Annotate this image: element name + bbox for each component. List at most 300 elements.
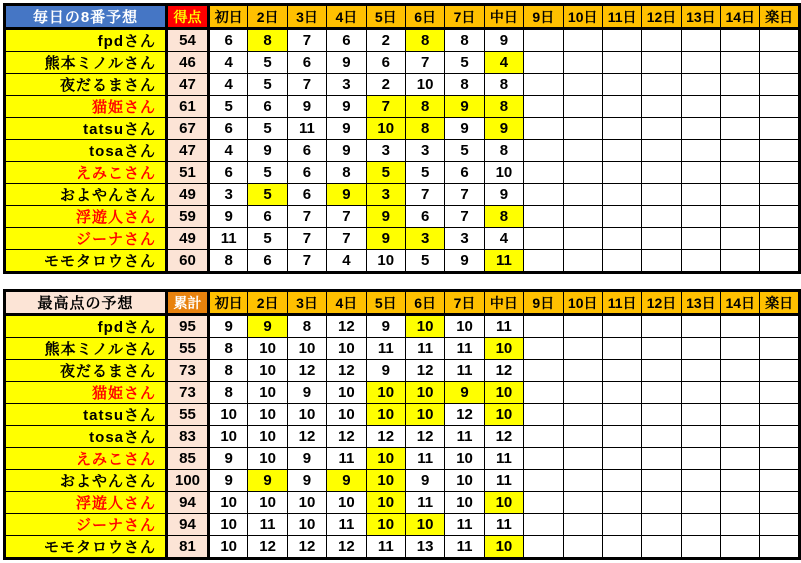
score-value-cell[interactable]: 61 <box>167 96 209 118</box>
day-value-cell[interactable] <box>524 228 563 250</box>
day-value-cell[interactable] <box>721 338 760 360</box>
day-value-cell[interactable] <box>760 228 799 250</box>
day-value-cell[interactable] <box>642 74 681 96</box>
day-value-cell[interactable]: 11 <box>366 536 405 559</box>
day-value-cell[interactable] <box>721 470 760 492</box>
day-value-cell[interactable]: 10 <box>248 338 287 360</box>
day-value-cell[interactable]: 9 <box>209 448 248 470</box>
day-value-cell[interactable]: 12 <box>327 536 366 559</box>
day-value-cell[interactable] <box>681 382 720 404</box>
day-value-cell[interactable] <box>602 514 641 536</box>
player-name-cell[interactable]: ジーナさん <box>5 228 167 250</box>
day-value-cell[interactable] <box>721 52 760 74</box>
day-value-cell[interactable] <box>524 338 563 360</box>
day-value-cell[interactable] <box>760 492 799 514</box>
day-value-cell[interactable]: 8 <box>405 29 444 52</box>
day-value-cell[interactable]: 6 <box>248 250 287 273</box>
player-name-cell[interactable]: fpdさん <box>5 29 167 52</box>
day-value-cell[interactable]: 12 <box>287 360 326 382</box>
day-value-cell[interactable]: 6 <box>327 29 366 52</box>
day-value-cell[interactable]: 7 <box>287 74 326 96</box>
day-value-cell[interactable]: 9 <box>366 360 405 382</box>
day-header-cell[interactable]: 7日 <box>445 291 484 315</box>
day-value-cell[interactable]: 8 <box>484 140 523 162</box>
day-value-cell[interactable] <box>760 514 799 536</box>
day-value-cell[interactable]: 10 <box>287 514 326 536</box>
total-value-cell[interactable]: 55 <box>167 338 209 360</box>
day-value-cell[interactable]: 12 <box>405 360 444 382</box>
day-value-cell[interactable]: 10 <box>287 404 326 426</box>
day-value-cell[interactable] <box>563 514 602 536</box>
day-value-cell[interactable] <box>760 470 799 492</box>
day-value-cell[interactable]: 5 <box>248 52 287 74</box>
score-value-cell[interactable]: 46 <box>167 52 209 74</box>
player-name-cell[interactable]: えみこさん <box>5 448 167 470</box>
day-value-cell[interactable] <box>524 74 563 96</box>
day-value-cell[interactable] <box>563 184 602 206</box>
day-header-cell[interactable]: 初日 <box>209 5 248 29</box>
player-name-cell[interactable]: tosaさん <box>5 426 167 448</box>
day-value-cell[interactable]: 8 <box>209 382 248 404</box>
day-value-cell[interactable] <box>721 536 760 559</box>
day-value-cell[interactable] <box>563 29 602 52</box>
day-header-cell[interactable]: 6日 <box>405 291 444 315</box>
day-value-cell[interactable]: 3 <box>405 140 444 162</box>
day-header-cell[interactable]: 初日 <box>209 291 248 315</box>
player-name-cell[interactable]: 浮遊人さん <box>5 206 167 228</box>
day-value-cell[interactable] <box>721 140 760 162</box>
day-value-cell[interactable]: 8 <box>209 338 248 360</box>
day-header-cell[interactable]: 楽日 <box>760 291 799 315</box>
day-value-cell[interactable] <box>721 448 760 470</box>
day-value-cell[interactable]: 3 <box>327 74 366 96</box>
day-value-cell[interactable]: 10 <box>366 448 405 470</box>
total-value-cell[interactable]: 95 <box>167 315 209 338</box>
day-value-cell[interactable] <box>563 315 602 338</box>
day-value-cell[interactable]: 11 <box>287 118 326 140</box>
day-value-cell[interactable]: 11 <box>484 250 523 273</box>
day-value-cell[interactable] <box>642 52 681 74</box>
day-value-cell[interactable] <box>681 536 720 559</box>
day-value-cell[interactable] <box>721 315 760 338</box>
day-value-cell[interactable]: 5 <box>248 162 287 184</box>
day-value-cell[interactable]: 10 <box>209 426 248 448</box>
score-value-cell[interactable]: 47 <box>167 74 209 96</box>
day-value-cell[interactable]: 10 <box>445 315 484 338</box>
day-value-cell[interactable]: 9 <box>287 448 326 470</box>
day-value-cell[interactable] <box>524 536 563 559</box>
day-value-cell[interactable] <box>524 382 563 404</box>
day-value-cell[interactable] <box>681 448 720 470</box>
day-value-cell[interactable]: 4 <box>209 140 248 162</box>
day-value-cell[interactable]: 11 <box>484 470 523 492</box>
day-value-cell[interactable]: 12 <box>287 426 326 448</box>
day-value-cell[interactable]: 10 <box>248 360 287 382</box>
player-name-cell[interactable]: tatsuさん <box>5 118 167 140</box>
day-value-cell[interactable]: 5 <box>248 184 287 206</box>
day-value-cell[interactable]: 10 <box>248 404 287 426</box>
day-value-cell[interactable]: 4 <box>209 52 248 74</box>
day-value-cell[interactable]: 10 <box>248 492 287 514</box>
day-value-cell[interactable] <box>642 382 681 404</box>
player-name-cell[interactable]: 猫姫さん <box>5 96 167 118</box>
day-value-cell[interactable] <box>524 426 563 448</box>
day-value-cell[interactable]: 3 <box>405 228 444 250</box>
day-value-cell[interactable]: 9 <box>209 206 248 228</box>
day-value-cell[interactable] <box>524 448 563 470</box>
day-value-cell[interactable] <box>760 338 799 360</box>
day-value-cell[interactable] <box>760 74 799 96</box>
day-value-cell[interactable] <box>721 184 760 206</box>
day-value-cell[interactable] <box>563 228 602 250</box>
day-header-cell[interactable]: 14日 <box>721 5 760 29</box>
day-value-cell[interactable]: 6 <box>366 52 405 74</box>
score-value-cell[interactable]: 47 <box>167 140 209 162</box>
day-value-cell[interactable]: 11 <box>327 514 366 536</box>
day-value-cell[interactable]: 10 <box>209 492 248 514</box>
day-header-cell[interactable]: 12日 <box>642 5 681 29</box>
day-value-cell[interactable] <box>721 228 760 250</box>
day-value-cell[interactable] <box>563 404 602 426</box>
day-value-cell[interactable] <box>760 162 799 184</box>
day-value-cell[interactable] <box>642 492 681 514</box>
player-name-cell[interactable]: 夜だるまさん <box>5 74 167 96</box>
day-value-cell[interactable] <box>681 404 720 426</box>
score-header-cell[interactable]: 得点 <box>167 5 209 29</box>
day-value-cell[interactable]: 11 <box>248 514 287 536</box>
day-value-cell[interactable]: 10 <box>248 382 287 404</box>
day-value-cell[interactable]: 7 <box>366 96 405 118</box>
day-header-cell[interactable]: 13日 <box>681 291 720 315</box>
score-value-cell[interactable]: 59 <box>167 206 209 228</box>
day-value-cell[interactable]: 12 <box>445 404 484 426</box>
day-value-cell[interactable]: 10 <box>248 448 287 470</box>
day-value-cell[interactable]: 3 <box>366 184 405 206</box>
day-value-cell[interactable]: 8 <box>287 315 326 338</box>
day-value-cell[interactable]: 5 <box>445 140 484 162</box>
total-header-cell[interactable]: 累計 <box>167 291 209 315</box>
day-value-cell[interactable]: 9 <box>484 118 523 140</box>
day-value-cell[interactable] <box>721 206 760 228</box>
day-value-cell[interactable] <box>642 360 681 382</box>
day-value-cell[interactable] <box>681 140 720 162</box>
player-name-cell[interactable]: えみこさん <box>5 162 167 184</box>
day-header-cell[interactable]: 中日 <box>484 291 523 315</box>
day-value-cell[interactable] <box>602 426 641 448</box>
day-value-cell[interactable] <box>524 118 563 140</box>
day-value-cell[interactable] <box>642 118 681 140</box>
day-value-cell[interactable]: 12 <box>327 315 366 338</box>
day-value-cell[interactable]: 11 <box>366 338 405 360</box>
day-value-cell[interactable]: 9 <box>248 315 287 338</box>
day-value-cell[interactable]: 6 <box>287 140 326 162</box>
day-value-cell[interactable]: 8 <box>327 162 366 184</box>
day-header-cell[interactable]: 10日 <box>563 291 602 315</box>
day-value-cell[interactable] <box>524 315 563 338</box>
day-value-cell[interactable] <box>681 96 720 118</box>
day-value-cell[interactable]: 9 <box>445 250 484 273</box>
day-value-cell[interactable]: 9 <box>405 470 444 492</box>
day-value-cell[interactable] <box>681 228 720 250</box>
day-value-cell[interactable] <box>642 206 681 228</box>
day-value-cell[interactable] <box>602 470 641 492</box>
total-value-cell[interactable]: 94 <box>167 514 209 536</box>
day-value-cell[interactable] <box>721 74 760 96</box>
day-value-cell[interactable] <box>563 338 602 360</box>
day-value-cell[interactable] <box>602 404 641 426</box>
day-value-cell[interactable] <box>524 162 563 184</box>
day-value-cell[interactable]: 7 <box>405 184 444 206</box>
day-value-cell[interactable]: 10 <box>405 74 444 96</box>
day-value-cell[interactable] <box>721 492 760 514</box>
day-value-cell[interactable] <box>563 382 602 404</box>
day-value-cell[interactable] <box>642 96 681 118</box>
day-value-cell[interactable]: 8 <box>248 29 287 52</box>
day-value-cell[interactable]: 6 <box>248 206 287 228</box>
day-value-cell[interactable]: 7 <box>327 206 366 228</box>
total-value-cell[interactable]: 73 <box>167 360 209 382</box>
day-value-cell[interactable] <box>602 118 641 140</box>
player-name-cell[interactable]: tatsuさん <box>5 404 167 426</box>
day-value-cell[interactable] <box>642 29 681 52</box>
day-value-cell[interactable] <box>760 96 799 118</box>
day-value-cell[interactable] <box>760 206 799 228</box>
day-value-cell[interactable]: 12 <box>287 536 326 559</box>
day-value-cell[interactable]: 9 <box>327 96 366 118</box>
day-value-cell[interactable]: 11 <box>327 448 366 470</box>
day-value-cell[interactable]: 6 <box>248 96 287 118</box>
day-value-cell[interactable]: 10 <box>366 492 405 514</box>
day-value-cell[interactable]: 11 <box>209 228 248 250</box>
day-value-cell[interactable] <box>602 162 641 184</box>
day-value-cell[interactable] <box>524 52 563 74</box>
day-value-cell[interactable]: 10 <box>366 382 405 404</box>
day-value-cell[interactable] <box>602 52 641 74</box>
total-value-cell[interactable]: 94 <box>167 492 209 514</box>
day-value-cell[interactable] <box>563 74 602 96</box>
total-value-cell[interactable]: 85 <box>167 448 209 470</box>
day-value-cell[interactable]: 9 <box>248 140 287 162</box>
day-header-cell[interactable]: 楽日 <box>760 5 799 29</box>
day-value-cell[interactable]: 9 <box>366 315 405 338</box>
day-value-cell[interactable] <box>602 74 641 96</box>
day-value-cell[interactable]: 5 <box>248 74 287 96</box>
day-value-cell[interactable] <box>642 338 681 360</box>
day-value-cell[interactable]: 8 <box>484 206 523 228</box>
day-value-cell[interactable] <box>642 470 681 492</box>
day-value-cell[interactable]: 10 <box>405 382 444 404</box>
day-value-cell[interactable]: 10 <box>248 426 287 448</box>
day-value-cell[interactable]: 10 <box>287 338 326 360</box>
day-value-cell[interactable]: 9 <box>366 206 405 228</box>
day-value-cell[interactable]: 10 <box>287 492 326 514</box>
day-value-cell[interactable]: 5 <box>209 96 248 118</box>
day-value-cell[interactable]: 11 <box>484 514 523 536</box>
day-value-cell[interactable] <box>681 118 720 140</box>
day-value-cell[interactable] <box>602 206 641 228</box>
player-name-cell[interactable]: 熊本ミノルさん <box>5 52 167 74</box>
day-value-cell[interactable] <box>760 382 799 404</box>
day-value-cell[interactable]: 8 <box>445 29 484 52</box>
day-value-cell[interactable]: 11 <box>484 315 523 338</box>
day-value-cell[interactable]: 12 <box>484 360 523 382</box>
day-value-cell[interactable] <box>681 52 720 74</box>
day-value-cell[interactable]: 9 <box>327 52 366 74</box>
day-header-cell[interactable]: 13日 <box>681 5 720 29</box>
player-name-cell[interactable]: ジーナさん <box>5 514 167 536</box>
day-value-cell[interactable]: 7 <box>327 228 366 250</box>
day-value-cell[interactable]: 9 <box>327 140 366 162</box>
day-value-cell[interactable] <box>721 360 760 382</box>
day-value-cell[interactable]: 10 <box>405 404 444 426</box>
day-value-cell[interactable] <box>681 338 720 360</box>
day-value-cell[interactable] <box>642 250 681 273</box>
day-value-cell[interactable]: 10 <box>209 404 248 426</box>
day-value-cell[interactable]: 3 <box>209 184 248 206</box>
day-value-cell[interactable] <box>681 184 720 206</box>
day-value-cell[interactable] <box>602 338 641 360</box>
day-value-cell[interactable]: 8 <box>445 74 484 96</box>
day-header-cell[interactable]: 11日 <box>602 5 641 29</box>
day-value-cell[interactable]: 5 <box>366 162 405 184</box>
day-value-cell[interactable]: 8 <box>405 96 444 118</box>
day-value-cell[interactable]: 7 <box>405 52 444 74</box>
day-value-cell[interactable] <box>642 184 681 206</box>
day-value-cell[interactable] <box>602 250 641 273</box>
day-value-cell[interactable]: 12 <box>248 536 287 559</box>
day-value-cell[interactable]: 6 <box>287 162 326 184</box>
day-header-cell[interactable]: 6日 <box>405 5 444 29</box>
score-value-cell[interactable]: 49 <box>167 184 209 206</box>
day-value-cell[interactable] <box>524 140 563 162</box>
day-value-cell[interactable] <box>642 426 681 448</box>
day-value-cell[interactable]: 4 <box>484 228 523 250</box>
player-name-cell[interactable]: 夜だるまさん <box>5 360 167 382</box>
day-value-cell[interactable] <box>602 382 641 404</box>
total-value-cell[interactable]: 73 <box>167 382 209 404</box>
day-value-cell[interactable] <box>524 250 563 273</box>
day-value-cell[interactable]: 6 <box>209 162 248 184</box>
day-value-cell[interactable]: 8 <box>484 74 523 96</box>
day-header-cell[interactable]: 2日 <box>248 291 287 315</box>
day-value-cell[interactable]: 11 <box>405 448 444 470</box>
day-value-cell[interactable]: 5 <box>405 162 444 184</box>
day-header-cell[interactable]: 4日 <box>327 291 366 315</box>
day-value-cell[interactable]: 12 <box>327 426 366 448</box>
day-value-cell[interactable]: 9 <box>445 96 484 118</box>
day-value-cell[interactable] <box>563 140 602 162</box>
day-value-cell[interactable] <box>642 162 681 184</box>
total-value-cell[interactable]: 100 <box>167 470 209 492</box>
day-value-cell[interactable]: 3 <box>366 140 405 162</box>
day-value-cell[interactable]: 10 <box>327 492 366 514</box>
player-name-cell[interactable]: tosaさん <box>5 140 167 162</box>
day-value-cell[interactable]: 2 <box>366 74 405 96</box>
day-value-cell[interactable]: 4 <box>209 74 248 96</box>
day-value-cell[interactable]: 9 <box>327 470 366 492</box>
day-value-cell[interactable]: 10 <box>327 338 366 360</box>
day-value-cell[interactable] <box>563 426 602 448</box>
day-value-cell[interactable]: 11 <box>445 514 484 536</box>
day-value-cell[interactable]: 6 <box>287 52 326 74</box>
day-value-cell[interactable] <box>721 404 760 426</box>
day-value-cell[interactable] <box>563 96 602 118</box>
day-value-cell[interactable] <box>642 514 681 536</box>
day-value-cell[interactable]: 5 <box>445 52 484 74</box>
player-name-cell[interactable]: 熊本ミノルさん <box>5 338 167 360</box>
day-value-cell[interactable] <box>563 250 602 273</box>
day-value-cell[interactable]: 7 <box>445 206 484 228</box>
day-value-cell[interactable] <box>524 514 563 536</box>
day-value-cell[interactable]: 11 <box>405 492 444 514</box>
day-value-cell[interactable] <box>760 184 799 206</box>
day-value-cell[interactable]: 11 <box>484 448 523 470</box>
day-value-cell[interactable] <box>563 162 602 184</box>
day-value-cell[interactable] <box>681 162 720 184</box>
day-value-cell[interactable]: 8 <box>405 118 444 140</box>
day-value-cell[interactable]: 5 <box>248 228 287 250</box>
day-value-cell[interactable] <box>760 250 799 273</box>
day-value-cell[interactable]: 9 <box>484 184 523 206</box>
day-value-cell[interactable] <box>602 140 641 162</box>
day-header-cell[interactable]: 4日 <box>327 5 366 29</box>
day-value-cell[interactable] <box>642 448 681 470</box>
day-value-cell[interactable] <box>602 448 641 470</box>
day-value-cell[interactable] <box>721 514 760 536</box>
day-value-cell[interactable]: 11 <box>445 338 484 360</box>
day-value-cell[interactable] <box>760 536 799 559</box>
day-value-cell[interactable] <box>760 315 799 338</box>
day-value-cell[interactable] <box>602 492 641 514</box>
day-value-cell[interactable] <box>760 360 799 382</box>
day-value-cell[interactable] <box>721 426 760 448</box>
day-header-cell[interactable]: 14日 <box>721 291 760 315</box>
day-value-cell[interactable] <box>681 315 720 338</box>
day-value-cell[interactable] <box>721 250 760 273</box>
day-value-cell[interactable]: 10 <box>484 404 523 426</box>
day-value-cell[interactable]: 10 <box>484 382 523 404</box>
player-name-cell[interactable]: およやんさん <box>5 184 167 206</box>
day-value-cell[interactable] <box>524 29 563 52</box>
day-value-cell[interactable] <box>642 315 681 338</box>
day-value-cell[interactable] <box>524 184 563 206</box>
total-value-cell[interactable]: 81 <box>167 536 209 559</box>
day-value-cell[interactable] <box>721 162 760 184</box>
day-value-cell[interactable]: 10 <box>327 404 366 426</box>
day-value-cell[interactable]: 9 <box>327 184 366 206</box>
day-value-cell[interactable]: 7 <box>445 184 484 206</box>
day-value-cell[interactable] <box>563 118 602 140</box>
day-header-cell[interactable]: 11日 <box>602 291 641 315</box>
day-value-cell[interactable] <box>642 536 681 559</box>
day-value-cell[interactable] <box>721 96 760 118</box>
day-value-cell[interactable]: 4 <box>327 250 366 273</box>
day-value-cell[interactable] <box>760 426 799 448</box>
day-value-cell[interactable] <box>602 315 641 338</box>
player-name-cell[interactable]: モモタロウさん <box>5 536 167 559</box>
day-value-cell[interactable]: 9 <box>287 470 326 492</box>
day-value-cell[interactable] <box>563 536 602 559</box>
day-value-cell[interactable]: 6 <box>405 206 444 228</box>
day-header-cell[interactable]: 5日 <box>366 291 405 315</box>
score-value-cell[interactable]: 54 <box>167 29 209 52</box>
day-value-cell[interactable] <box>602 96 641 118</box>
day-value-cell[interactable]: 7 <box>287 206 326 228</box>
day-value-cell[interactable] <box>524 96 563 118</box>
day-value-cell[interactable]: 9 <box>287 96 326 118</box>
day-value-cell[interactable]: 10 <box>366 470 405 492</box>
day-value-cell[interactable]: 4 <box>484 52 523 74</box>
